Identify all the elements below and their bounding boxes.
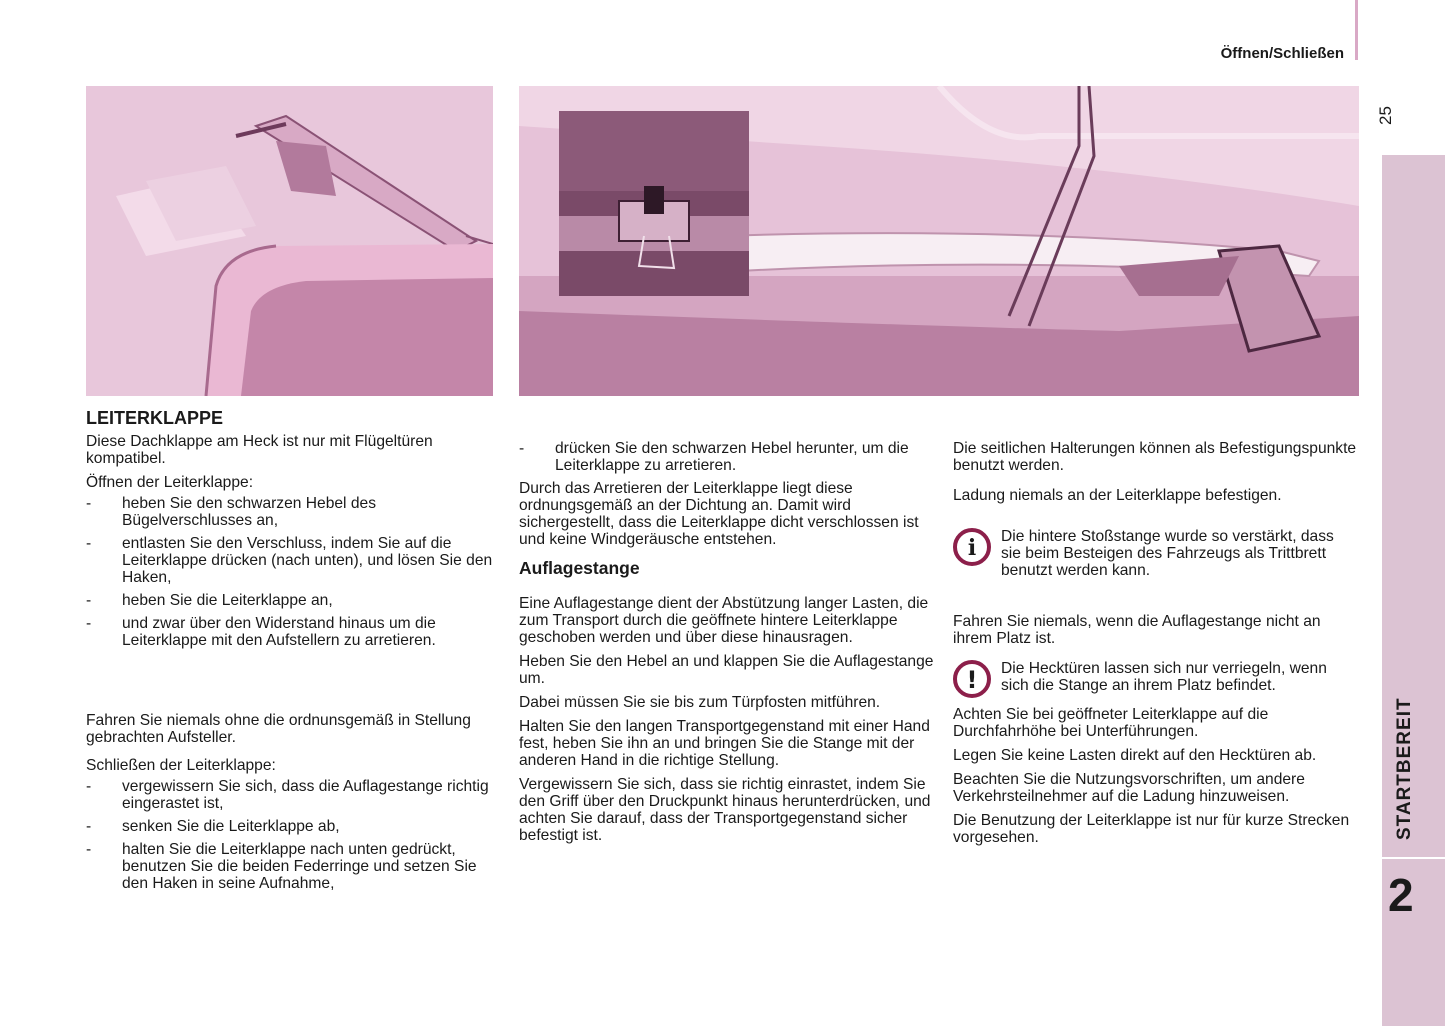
intro-paragraph: Diese Dachklappe am Heck ist nur mit Flügeltüren kompatibel. [86,433,433,467]
column-3 [953,440,1358,853]
list-item: - senken Sie die Leiterklappe ab, [86,818,340,835]
list-item: - heben Sie die Leiterklappe an, [86,592,333,609]
paragraph: Halten Sie den langen Transportgegenstand mit einer Hand fest, heben Sie ihn an und bringen Sie die Stange mit der anderen Hand in die richtige Stellung. [519,718,930,769]
paragraph: Die Benutzung der Leiterklappe ist nur für kurze Strecken vorgesehen. [953,812,1350,846]
info-note-text: Die hintere Stoßstange wurde so verstärkt, dass sie beim Besteigen des Fahrzeugs als Trittbrett benutzt werden kann. [1001,528,1334,579]
page-number: 25 [1376,106,1395,125]
svg-text:i: i [967,535,977,561]
list-item: - heben Sie den schwarzen Hebel des Bügelverschlusses an, [86,495,376,529]
header-accent-rule [1355,0,1358,60]
paragraph: Vergewissern Sie sich, dass sie richtig einrastet, indem Sie den Griff über den Druckpunkt hinaus herunterdrücken, und achten Sie darauf, dass der Transportgegenstand sicher befestigt ist. [519,776,931,844]
paragraph: Legen Sie keine Lasten direkt auf den Hecktüren ab. [953,747,1317,764]
support-bar-illustration [519,86,1359,396]
warning-note-text: Die Hecktüren lassen sich nur verriegeln, wenn sich die Stange an ihrem Platz befindet. [1001,660,1327,694]
list-item: - vergewissern Sie sich, dass die Auflagestange richtig eingerastet ist, [86,778,489,812]
info-icon [953,528,991,566]
warning-paragraph: Fahren Sie niemals ohne die ordnunsgemäß in Stellung gebrachten Aufsteller. [86,712,471,746]
ladder-flap-illustration [86,86,493,396]
warning-icon [953,660,991,698]
chapter-tab-divider [1382,857,1445,859]
opening-title: Öffnen der Leiterklappe: [86,474,254,491]
svg-text:!: ! [966,666,978,694]
column-2 [519,440,934,851]
list-item: - und zwar über den Widerstand hinaus um die Leiterklappe mit den Aufstellern zu arretieren. [86,615,436,649]
chapter-number: 2 [1388,869,1414,921]
paragraph: Beachten Sie die Nutzungsvorschriften, um andere Verkehrsteilnehmer auf die Ladung hinzuweisen. [953,771,1305,805]
list-item: - entlasten Sie den Verschluss, indem Sie auf die Leiterklappe drücken (nach unten), und lösen Sie den Haken, [86,535,493,586]
paragraph: Dabei müssen Sie sie bis zum Türpfosten mitführen. [519,694,881,711]
paragraph: Ladung niemals an der Leiterklappe befestigen. [953,487,1282,504]
column-1 [86,410,496,898]
locking-paragraph: Durch das Arretieren der Leiterklappe liegt diese ordnungsgemäß an der Dichtung an. Damit wird sichergestellt, dass die Leiterklappe dicht verschlossen ist und keine Windgeräusche entstehen. [519,480,919,548]
list-item: - drücken Sie den schwarzen Hebel herunter, um die Leiterklappe zu arretieren. [519,440,909,474]
warning-note [953,660,1358,700]
paragraph: Die seitlichen Halterungen können als Befestigungspunkte benutzt werden. [953,440,1357,474]
subsection-heading: Auflagestange [519,558,640,578]
paragraph: Fahren Sie niemals, wenn die Auflagestange nicht an ihrem Platz ist. [953,613,1321,647]
section-heading: LEITERKLAPPE [86,408,224,428]
closing-title: Schließen der Leiterklappe: [86,757,276,774]
paragraph: Achten Sie bei geöffneter Leiterklappe auf die Durchfahrhöhe bei Unterführungen. [953,706,1269,740]
paragraph: Heben Sie den Hebel an und klappen Sie die Auflagestange um. [519,653,934,687]
section-title: Öffnen/Schließen [1220,45,1344,62]
list-item: - halten Sie die Leiterklappe nach unten gedrückt, benutzen Sie die beiden Federringe und setzen Sie den Haken in seine Aufnahme, [86,841,477,892]
paragraph: Eine Auflagestange dient der Abstützung langer Lasten, die zum Transport durch die geöffnete hintere Leiterklappe geschoben werden und über diese hinausragen. [519,595,929,646]
chapter-tab-label: STARTBEREIT [1394,697,1415,840]
info-note [953,528,1358,579]
